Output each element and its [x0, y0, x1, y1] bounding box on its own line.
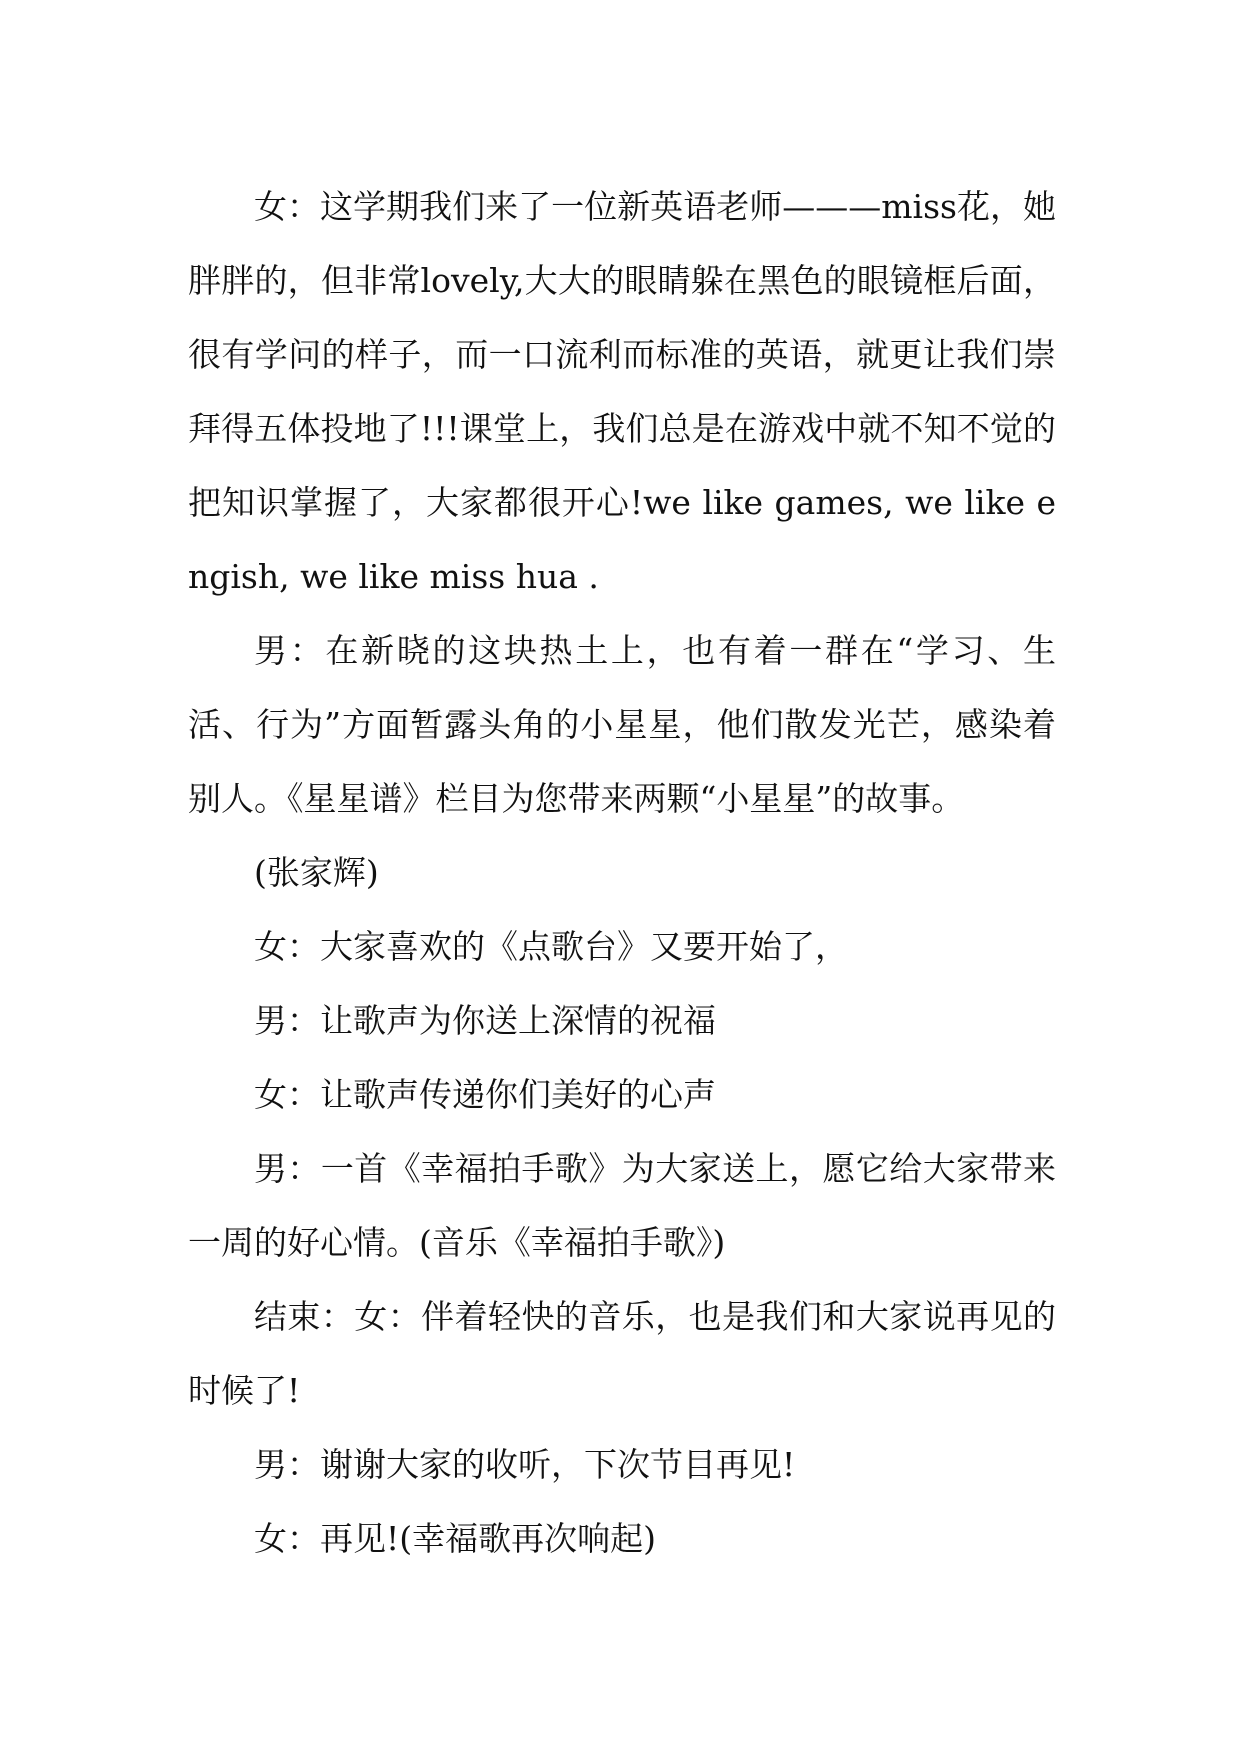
paragraph-blessing: 男：让歌声为你送上深情的祝福: [254, 1001, 716, 1040]
paragraph-star-spectrum: 男：在新晓的这块热土上，也有着一群在“学习、生活、行为”方面暂露头角的小星星，他们散发光芒，感染着别人。《星星谱》栏目为您带来两颗“小星星”的故事。: [188, 631, 1056, 818]
paragraph-ending: 结束：女：伴着轻快的音乐，也是我们和大家说再见的时候了!: [188, 1297, 1056, 1410]
paragraph-intro-miss-hua: 女：这学期我们来了一位新英语老师———miss花，她胖胖的，但非常lovely,大大的眼睛躲在黑色的眼镜框后面，很有学问的样子，而一口流利而标准的英语，就更让我们崇拜得五体投地了!!!课堂上，我们总是在游戏中就不知不觉的把知识掌握了，大家都很开心!we like games, we like engish, we like miss hua .: [188, 187, 1056, 596]
paragraph-song-request-start: 女：大家喜欢的《点歌台》又要开始了，: [254, 927, 848, 966]
paragraph-thanks: 男：谢谢大家的收听，下次节目再见!: [254, 1445, 796, 1484]
paragraph-heart-voice: 女：让歌声传递你们美好的心声: [254, 1075, 716, 1114]
paragraph-student-name: (张家辉): [254, 853, 379, 892]
paragraph-goodbye: 女：再见!(幸福歌再次响起): [254, 1519, 657, 1558]
document-body: [188, 170, 1056, 1576]
paragraph-happy-song: 男：一首《幸福拍手歌》为大家送上，愿它给大家带来一周的好心情。(音乐《幸福拍手歌》): [188, 1149, 1056, 1262]
